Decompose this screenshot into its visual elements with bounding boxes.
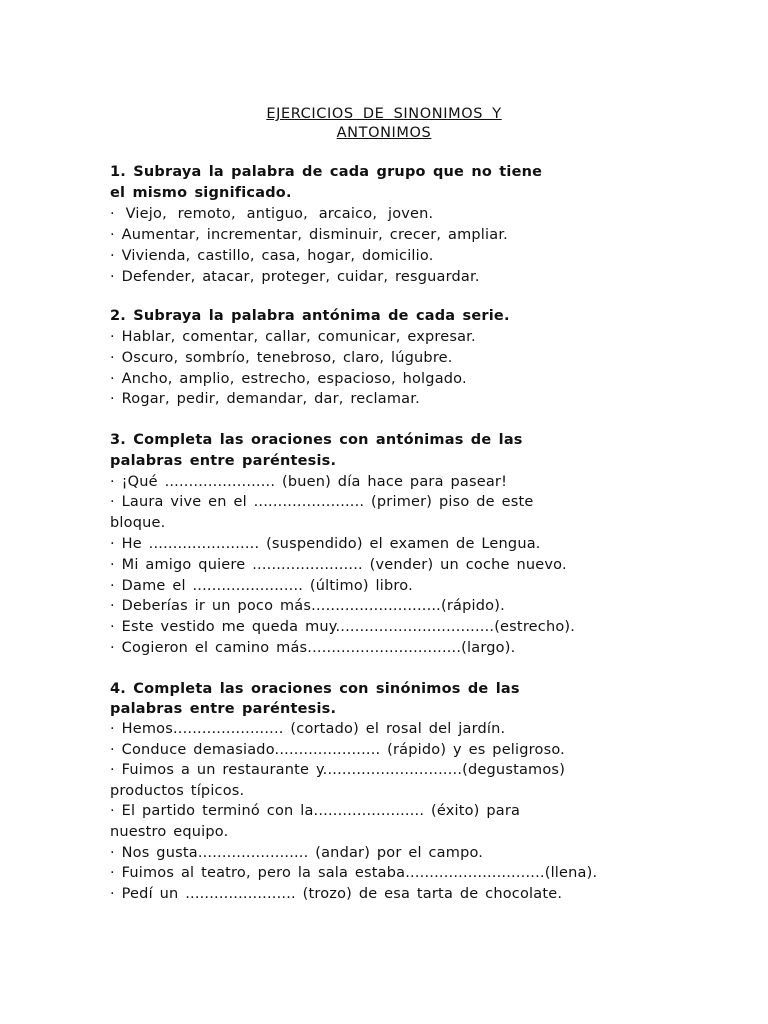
section-4-item: · Conduce demasiado...................... (rápido) y es peligroso. <box>110 742 565 758</box>
section-1-item: · Vivienda, castillo, casa, hogar, domicilio. <box>110 248 434 264</box>
section-3-item: · Deberías ir un poco más...........................(rápido). <box>110 598 505 614</box>
section-3-item: bloque. <box>110 515 166 531</box>
section-1-item: · Viejo, remoto, antiguo, arcaico, joven. <box>110 206 434 222</box>
section-2-item: · Oscuro, sombrío, tenebroso, claro, lúgubre. <box>110 350 453 366</box>
section-1-item: · Aumentar, incrementar, disminuir, crecer, ampliar. <box>110 227 508 243</box>
section-3-heading-line-2: palabras entre paréntesis. <box>110 453 337 469</box>
section-2-item: · Hablar, comentar, callar, comunicar, expresar. <box>110 329 476 345</box>
section-3-item: · Cogieron el camino más................................(largo). <box>110 640 516 656</box>
section-4-heading-line-1: 4. Completa las oraciones con sinónimos de las <box>110 681 520 697</box>
section-2-item: · Rogar, pedir, demandar, dar, reclamar. <box>110 391 420 407</box>
section-3-item: · Laura vive en el ....................... (primer) piso de este <box>110 494 534 510</box>
section-4-item: · Pedí un ....................... (trozo) de esa tarta de chocolate. <box>110 886 563 902</box>
section-4-item: · Fuimos al teatro, pero la sala estaba.............................(llena). <box>110 865 598 881</box>
section-4-item: · El partido terminó con la....................... (éxito) para <box>110 803 521 819</box>
section-4-item: · Hemos....................... (cortado) el rosal del jardín. <box>110 721 506 737</box>
section-1-heading-line-2: el mismo significado. <box>110 185 292 201</box>
section-2-item: · Ancho, amplio, estrecho, espacioso, holgado. <box>110 371 467 387</box>
section-3-heading-line-1: 3. Completa las oraciones con antónimas de las <box>110 432 523 448</box>
section-4-heading-line-2: palabras entre paréntesis. <box>110 701 337 717</box>
section-4-item: nuestro equipo. <box>110 824 229 840</box>
section-1-item: · Defender, atacar, proteger, cuidar, resguardar. <box>110 269 480 285</box>
section-2-heading: 2. Subraya la palabra antónima de cada serie. <box>110 308 510 324</box>
section-4-item: · Fuimos a un restaurante y.............................(degustamos) <box>110 762 566 778</box>
section-3-item: · Mi amigo quiere ....................... (vender) un coche nuevo. <box>110 557 567 573</box>
page-title-line-2: ANTONIMOS <box>336 125 432 141</box>
page-title-line-1: EJERCICIOS DE SINONIMOS Y <box>266 106 502 122</box>
section-1-heading-line-1: 1. Subraya la palabra de cada grupo que no tiene <box>110 164 543 180</box>
section-3-item: · Dame el ....................... (último) libro. <box>110 578 413 594</box>
section-3-item: · He ....................... (suspendido) el examen de Lengua. <box>110 536 541 552</box>
section-3-item: · Este vestido me queda muy.................................(estrecho). <box>110 619 576 635</box>
section-4-item: · Nos gusta....................... (andar) por el campo. <box>110 845 484 861</box>
section-3-item: · ¡Qué ....................... (buen) día hace para pasear! <box>110 474 508 490</box>
section-4-item: productos típicos. <box>110 783 245 799</box>
